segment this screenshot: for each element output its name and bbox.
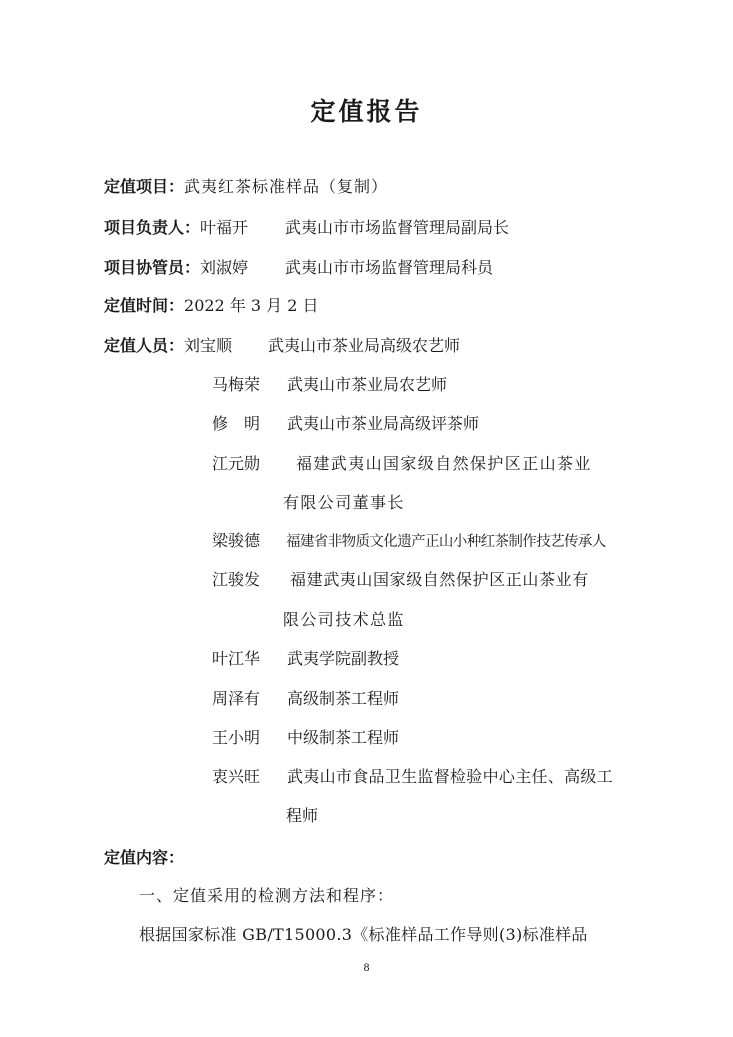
person-name: 马梅荣 bbox=[212, 375, 261, 394]
assistant-name: 刘淑婷 bbox=[200, 258, 249, 277]
assistant-label: 项目协管员： bbox=[104, 258, 201, 277]
person-desc: 福建省非物质文化遗产正山小种红茶制作技艺传承人 bbox=[286, 534, 606, 550]
project-line bbox=[104, 177, 388, 197]
person-name: 叶江华 bbox=[212, 649, 261, 668]
body-paragraph: 根据国家标准 GB/T15000.3《标准样品工作导则(3)标准样品 bbox=[139, 925, 588, 944]
person-desc: 武夷山市茶业局高级农艺师 bbox=[268, 336, 461, 355]
person-desc-cont: 有限公司董事长 bbox=[283, 493, 405, 512]
person-desc-cont: 限公司技术总监 bbox=[283, 610, 405, 629]
person-desc: 武夷学院副教授 bbox=[287, 649, 400, 668]
time-label: 定值时间： bbox=[104, 296, 185, 315]
person-name: 修 明 bbox=[212, 414, 261, 433]
person-name: 梁骏德 bbox=[212, 531, 261, 550]
person-desc: 高级制茶工程师 bbox=[287, 689, 400, 708]
assistant-title: 武夷山市市场监督管理局科员 bbox=[285, 258, 494, 277]
person-desc: 武夷山市茶业局高级评茶师 bbox=[287, 414, 480, 433]
assistant-line bbox=[104, 258, 248, 278]
personnel-line bbox=[104, 336, 232, 356]
page-number: 8 bbox=[363, 963, 370, 974]
page-title: 定值报告 bbox=[310, 97, 423, 126]
person-desc: 福建武夷山国家级自然保护区正山茶业有 bbox=[290, 570, 589, 589]
person-desc: 中级制茶工程师 bbox=[287, 728, 400, 747]
person-name: 衷兴旺 bbox=[212, 767, 261, 786]
leader-label: 项目负责人： bbox=[104, 218, 201, 237]
leader-title: 武夷山市市场监督管理局副局长 bbox=[285, 218, 510, 237]
time-line bbox=[104, 296, 319, 316]
time-value: 2022 年 3 月 2 日 bbox=[184, 296, 319, 315]
project-label: 定值项目： bbox=[104, 177, 185, 196]
person-desc-cont: 程师 bbox=[286, 806, 319, 825]
person-name: 刘宝顺 bbox=[184, 336, 233, 355]
leader-line bbox=[104, 218, 248, 238]
person-name: 江骏发 bbox=[212, 570, 261, 589]
person-name: 周泽有 bbox=[212, 689, 261, 708]
person-name: 王小明 bbox=[212, 728, 261, 747]
personnel-label: 定值人员： bbox=[104, 336, 185, 355]
project-value: 武夷红茶标准样品（复制） bbox=[184, 177, 389, 196]
person-name: 江元勋 bbox=[212, 454, 261, 473]
content-label: 定值内容： bbox=[104, 848, 185, 867]
person-desc: 福建武夷山国家级自然保护区正山茶业 bbox=[296, 454, 592, 473]
person-desc: 武夷山市食品卫生监督检验中心主任、高级工 bbox=[287, 767, 614, 786]
person-desc: 武夷山市茶业局农艺师 bbox=[287, 375, 448, 394]
section-heading: 一、定值采用的检测方法和程序： bbox=[139, 886, 395, 905]
leader-name: 叶福开 bbox=[200, 218, 249, 237]
